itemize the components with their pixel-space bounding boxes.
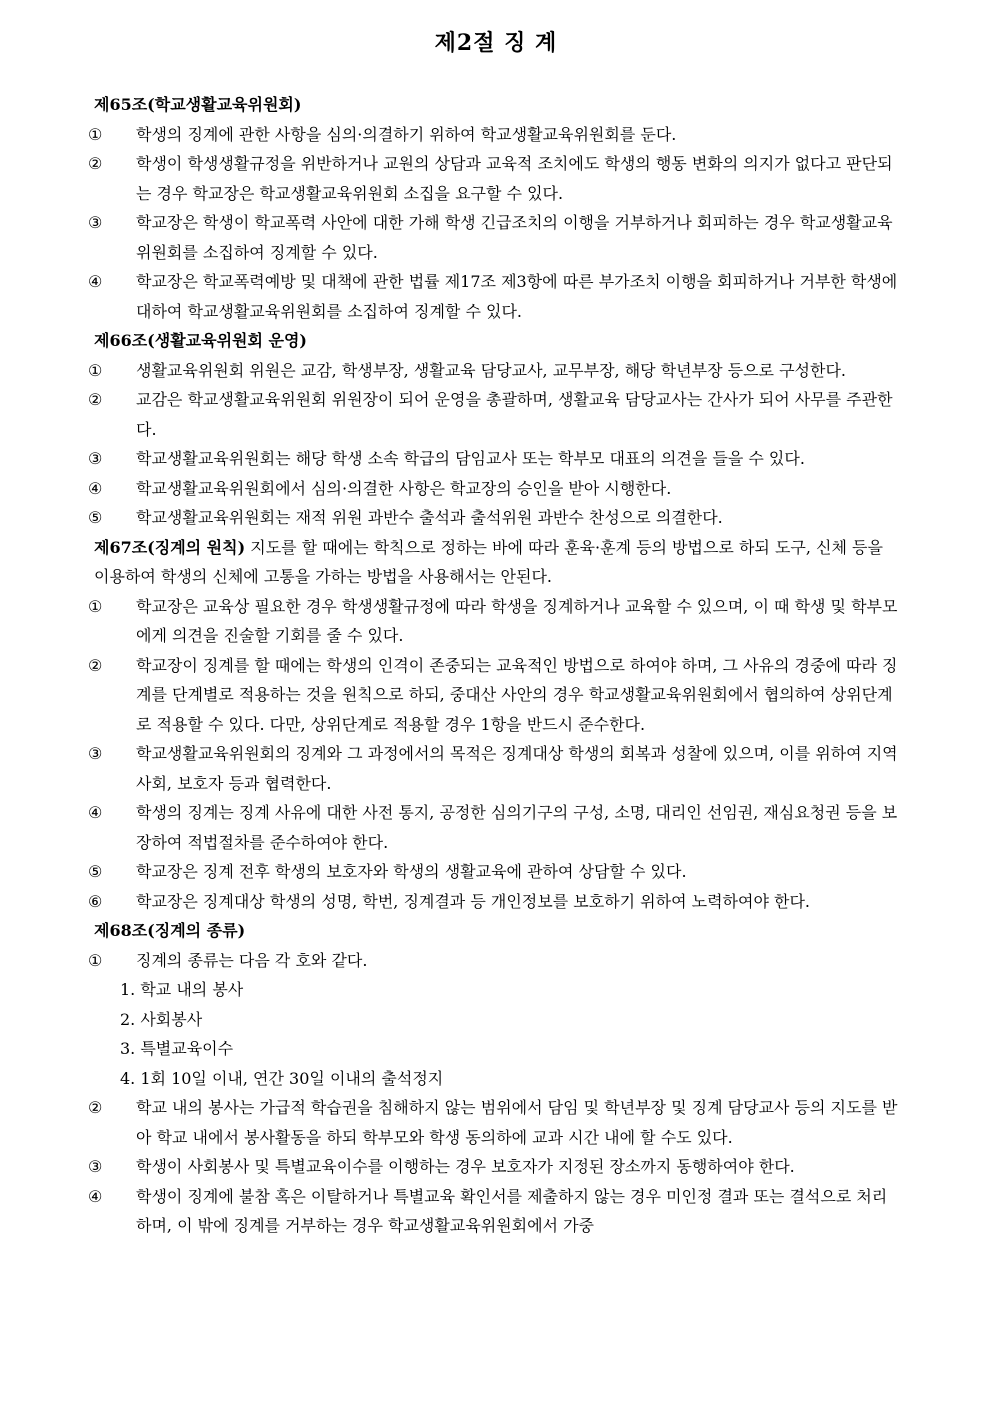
paragraph-marker: ①	[88, 950, 103, 970]
article-65	[88, 90, 900, 326]
article-heading: 제66조(생활교육위원회 운영)	[94, 331, 307, 350]
paragraph	[88, 1093, 900, 1152]
paragraph-text: 학생이 학생생활규정을 위반하거나 교원의 상담과 교육적 조치에도 학생의 행동 변화의 의지가 없다고 판단되는 경우 학교장은 학교생활교육위원회 소집을 요구할 수 있다.	[136, 154, 893, 203]
list-item: 2. 사회봉사	[120, 1009, 203, 1029]
paragraph-text: 학교장은 학교폭력예방 및 대책에 관한 법률 제17조 제3항에 따른 부가조치 이행을 회피하거나 거부한 학생에 대하여 학교생활교육위원회를 소집하여 징계할 수 있다.	[136, 272, 898, 321]
paragraph-text: 학교장은 징계 전후 학생의 보호자와 학생의 생활교육에 관하여 상담할 수 있다.	[136, 862, 687, 881]
paragraph-text: 학생이 사회봉사 및 특별교육이수를 이행하는 경우 보호자가 지정된 장소까지 동행하여야 한다.	[136, 1157, 795, 1176]
paragraph	[88, 592, 900, 651]
article-66	[88, 326, 900, 533]
paragraph	[88, 503, 900, 533]
article-lead	[94, 533, 900, 592]
list-item: 4. 1회 10일 이내, 연간 30일 이내의 출석정지	[120, 1068, 444, 1088]
paragraph-marker: ②	[88, 154, 103, 173]
paragraph-text: 생활교육위원회 위원은 교감, 학생부장, 생활교육 담당교사, 교무부장, 해당 학년부장 등으로 구성한다.	[136, 360, 846, 380]
paragraph-text: 학교장은 교육상 필요한 경우 학생생활규정에 따라 학생을 징계하거나 교육할 수 있으며, 이 때 학생 및 학부모에게 의견을 진술할 기회를 줄 수 있다.	[136, 596, 898, 645]
paragraph-marker: ②	[88, 390, 103, 409]
paragraph-marker: ③	[88, 1157, 103, 1176]
paragraph-text: 학생이 징계에 불참 혹은 이탈하거나 특별교육 확인서를 제출하지 않는 경우 미인정 결과 또는 결석으로 처리하며, 이 밖에 징계를 거부하는 경우 학교생활교육위원회에서 가중	[136, 1186, 888, 1235]
paragraph-text: 학교장은 학생이 학교폭력 사안에 대한 가해 학생 긴급조치의 이행을 거부하거나 회피하는 경우 학교생활교육위원회를 소집하여 징계할 수 있다.	[136, 213, 893, 262]
paragraph-text: 학교장이 징계를 할 때에는 학생의 인격이 존중되는 교육적인 방법으로 하여야 하며, 그 사유의 경중에 따라 징계를 단계별로 적용하는 것을 원칙으로 하되, 중대산 사안의 경우 학교생활교육위원회에서 협의하여 상위단계로 적용할 수 있다. 다만, 상위단계로 적용할 경우 1항을 반드시 준수한다.	[136, 655, 898, 734]
paragraph-text: 학교생활교육위원회는 재적 위원 과반수 출석과 출석위원 과반수 찬성으로 의결한다.	[136, 508, 723, 527]
paragraph-marker: ⑤	[88, 508, 103, 527]
paragraph-text: 징계의 종류는 다음 각 호와 같다.	[136, 950, 368, 970]
paragraph-text: 학생의 징계는 징계 사유에 대한 사전 통지, 공정한 심의기구의 구성, 소명, 대리인 선임권, 재심요청권 등을 보장하여 적법절차를 준수하여야 한다.	[136, 803, 898, 852]
paragraph-marker: ①	[88, 124, 103, 144]
paragraph-text: 교감은 학교생활교육위원회 위원장이 되어 운영을 총괄하며, 생활교육 담당교사는 간사가 되어 사무를 주관한다.	[136, 390, 893, 439]
article-67	[88, 533, 900, 917]
paragraph-marker: ④	[88, 1186, 103, 1206]
paragraph-marker: ③	[88, 744, 103, 763]
paragraph-marker: ②	[88, 1098, 103, 1117]
list-item: 3. 특별교육이수	[120, 1039, 234, 1058]
paragraph	[88, 651, 900, 740]
paragraph	[88, 739, 900, 798]
paragraph-marker: ④	[88, 272, 103, 291]
paragraph	[88, 267, 900, 326]
paragraph-text: 학교생활교육위원회의 징계와 그 과정에서의 목적은 징계대상 학생의 회복과 성찰에 있으며, 이를 위하여 지역사회, 보호자 등과 협력한다.	[136, 744, 898, 793]
paragraph-marker: ④	[88, 803, 103, 822]
paragraph-text: 학교생활교육위원회는 해당 학생 소속 학급의 담임교사 또는 학부모 대표의 의견을 들을 수 있다.	[136, 449, 805, 468]
paragraph-marker: ③	[88, 449, 103, 468]
paragraph	[88, 385, 900, 444]
article-heading: 제65조(학교생활교육위원회)	[94, 95, 302, 114]
paragraph	[88, 356, 900, 386]
paragraph	[88, 474, 900, 504]
paragraph	[88, 887, 900, 917]
list-item: 1. 학교 내의 봉사	[120, 980, 244, 999]
paragraph-text: 학교 내의 봉사는 가급적 학습권을 침해하지 않는 범위에서 담임 및 학년부장 및 징계 담당교사 등의 지도를 받아 학교 내에서 봉사활동을 하되 학부모와 학생 동의하에 교과 시간 내에 할 수도 있다.	[136, 1098, 898, 1147]
article-68	[88, 916, 900, 1241]
paragraph	[88, 857, 900, 887]
paragraph	[88, 444, 900, 474]
paragraph-marker: ①	[88, 360, 103, 380]
article-lead-text: 지도를 할 때에는 학칙으로 정하는 바에 따라 훈육·훈계 등의 방법으로 하되 도구, 신체 등을 이용하여 학생의 신체에 고통을 가하는 방법을 사용해서는 안된다.	[94, 537, 883, 586]
paragraph	[88, 798, 900, 857]
paragraph-marker: ⑤	[88, 862, 103, 881]
paragraph-marker: ④	[88, 478, 103, 498]
paragraph-marker: ②	[88, 655, 103, 675]
paragraph	[88, 120, 900, 150]
paragraph-marker: ③	[88, 213, 103, 232]
paragraph-text: 학교장은 징계대상 학생의 성명, 학번, 징계결과 등 개인정보를 보호하기 위하여 노력하여야 한다.	[136, 891, 810, 911]
document-body	[88, 90, 900, 1241]
paragraph	[88, 208, 900, 267]
paragraph	[88, 946, 900, 976]
paragraph	[88, 1182, 900, 1241]
article-heading: 제68조(징계의 종류)	[94, 921, 246, 940]
paragraph-text: 학생의 징계에 관한 사항을 심의·의결하기 위하여 학교생활교육위원회를 둔다.	[136, 124, 677, 144]
paragraph-text: 학교생활교육위원회에서 심의·의결한 사항은 학교장의 승인을 받아 시행한다.	[136, 478, 672, 498]
section-title: 제2절 징 계	[434, 30, 558, 56]
paragraph	[88, 149, 900, 208]
paragraph	[88, 1152, 900, 1182]
article-heading: 제67조(징계의 원칙)	[94, 537, 246, 557]
paragraph-marker: ①	[88, 596, 103, 616]
paragraph-marker: ⑥	[88, 891, 103, 911]
